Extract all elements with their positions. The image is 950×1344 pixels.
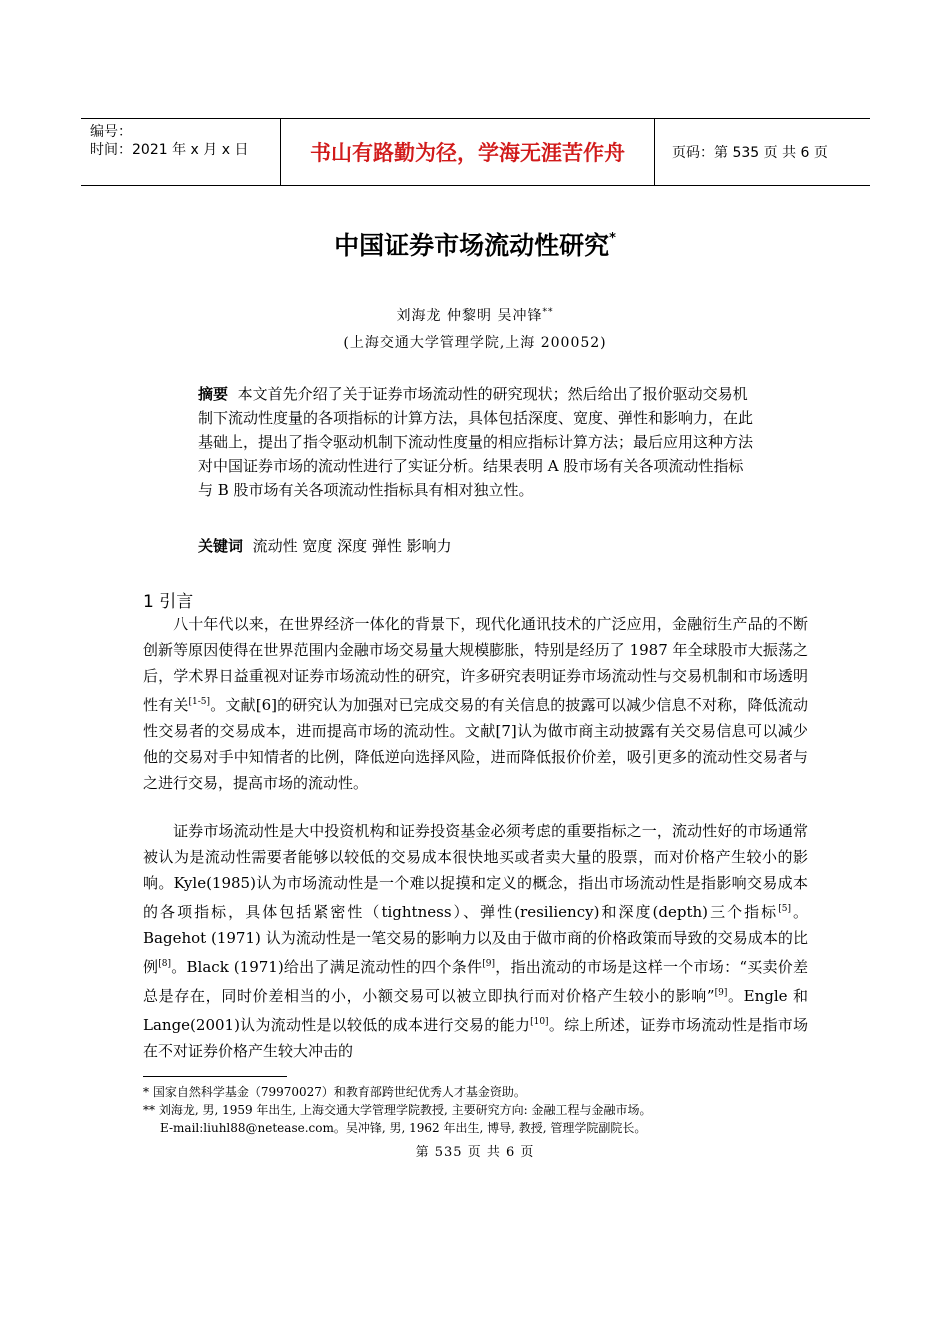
authors-text: 刘海龙 仲黎明 吴冲锋	[396, 308, 543, 324]
p2-text-c: 。Black (1971)给出了满足流动性的四个条件	[171, 958, 483, 976]
p2-text-e: 。Engle 和 Lange(2001)认为流动性是以较低的成本进行交易的能力	[143, 987, 808, 1034]
p2-citation-1: [5]	[778, 904, 791, 914]
paragraph-1	[143, 611, 808, 796]
p1-text-a: 八十年代以来，在世界经济一体化的背景下，现代化通讯技术的广泛应用，金融衍生产品的不断创新等原因使得在世界范围内金融市场交易量大规模膨胀，特别是经历了 1987 年全球股市大振荡之后，学术界日益重视对证券市场流动性的研究，许多研究表明证券市场流动性与交易机制和市场透明性有关	[143, 615, 808, 714]
paper-authors	[0, 305, 950, 325]
document-date: 时间：2021 年 x 月 x 日	[90, 142, 249, 158]
p1-text-b: 。文献[6]的研究认为加强对已完成交易的有关信息的披露可以减少信息不对称，降低流动性交易者的交易成本，进而提高市场的流动性。文献[7]认为做市商主动披露有关交易信息可以减少他的交易对手中知情者的比例，降低逆向选择风险，进而降低报价价差，吸引更多的流动性交易者与之进行交易，提高市场的流动性。	[143, 696, 808, 792]
footnote-divider	[143, 1076, 287, 1077]
title-footnote-mark: *	[609, 231, 616, 246]
p2-citation-2: [8]	[158, 959, 172, 969]
p2-text-f: 。综上所述，证券市场流动性是指市场在不对证券价格产生较大冲击的	[143, 1016, 808, 1060]
header-table	[81, 118, 870, 186]
authors-footnote-mark: **	[542, 307, 554, 318]
paper-title-text: 中国证券市场流动性研究	[334, 231, 610, 260]
keywords-text: 流动性 宽度 深度 弹性 影响力	[252, 537, 452, 555]
p2-citation-4: [9]	[714, 988, 728, 998]
footnote-1: * 国家自然科学基金（79970027）和教育部跨世纪优秀人才基金资助。	[143, 1085, 526, 1099]
p2-text-a: 证券市场流动性是大中投资机构和证券投资基金必须考虑的重要指标之一，流动性好的市场通常被认为是流动性需要者能够以较低的交易成本很快地买或者卖大量的股票，而对价格产生较小的影响。Kyle(1985)认为市场流动性是一个难以捉摸和定义的概念，指出市场流动性是指影响交易成本的各项指标，具体包括紧密性（tightness）、弹性(resiliency)和深度(depth)三个指标	[143, 822, 808, 921]
header-page-info	[664, 119, 870, 185]
p2-citation-3: [9]	[482, 959, 495, 969]
footnote-2: ** 刘海龙, 男, 1959 年出生, 上海交通大学管理学院教授, 主要研究方向: 金融工程与金融市场。	[143, 1103, 652, 1117]
paragraph-2	[143, 818, 808, 1064]
header-meta-cell	[81, 119, 281, 185]
keywords-label: 关键词	[198, 537, 244, 555]
p2-text-d: ，指出流动的市场是这样一个市场：“买卖价差总是存在，同时价差相当的小，小额交易可以被立即执行而对价格产生较小的影响”	[143, 958, 809, 1005]
abstract-label: 摘要	[198, 385, 229, 403]
abstract-text: 本文首先介绍了关于证券市场流动性的研究现状；然后给出了报价驱动交易机制下流动性度量的各项指标的计算方法，具体包括深度、宽度、弹性和影响力，在此基础上，提出了指令驱动机制下流动性度量的相应指标计算方法；最后应用这种方法对中国证券市场的流动性进行了实证分析。结果表明 A 股市场有关各项流动性指标与 B 股市场有关各项流动性指标具有相对独立性。	[198, 385, 754, 499]
paper-title	[0, 226, 950, 262]
keywords	[198, 535, 452, 556]
p2-text-b: 。Bagehot (1971) 认为流动性是一笔交易的影响力以及由于做市商的价格政策而导致的交易成本的比例	[143, 903, 808, 976]
abstract	[198, 382, 754, 502]
section-heading: 1 引言	[143, 592, 194, 612]
header-page-info-text: 页码：第 535 页 共 6 页	[672, 145, 828, 161]
page-number: 第 535 页 共 6 页	[415, 1145, 535, 1160]
p2-citation-5: [10]	[530, 1017, 549, 1027]
footnote-3: E-mail:liuhl88@netease.com。吴冲锋, 男, 1962 年出生, 博导, 教授, 管理学院副院长。	[160, 1121, 647, 1135]
header-motto: 书山有路勤为径，学海无涯苦作舟	[281, 119, 655, 185]
p1-citation: [1-5]	[188, 697, 211, 707]
document-number-label: 编号：	[90, 124, 132, 140]
paper-affiliation: (上海交通大学管理学院,上海 200052)	[343, 335, 607, 351]
